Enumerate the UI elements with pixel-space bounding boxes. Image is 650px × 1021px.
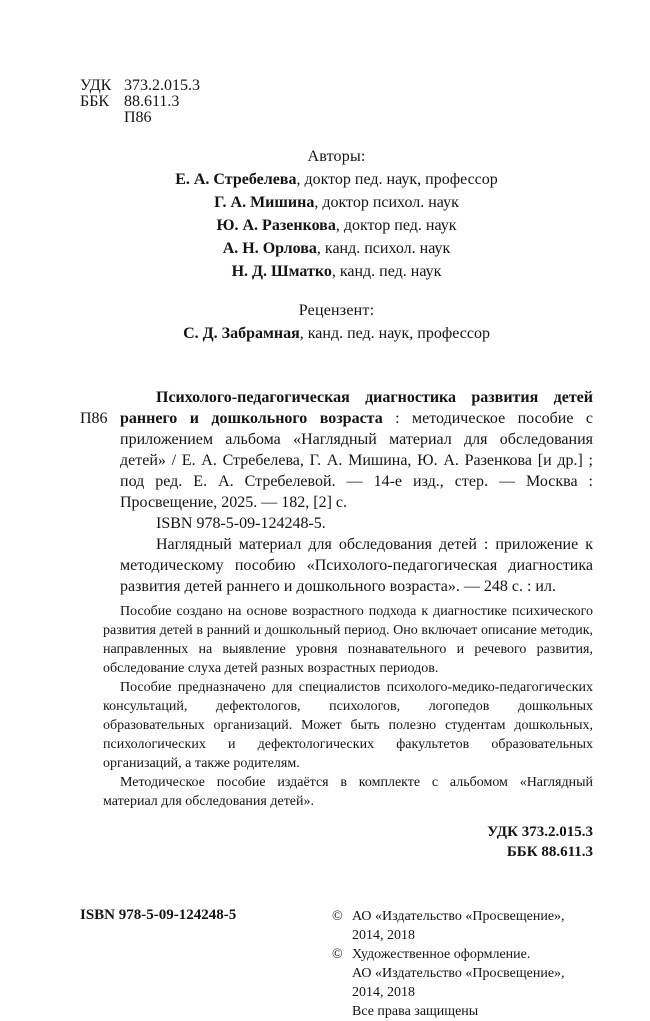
author-desc: , доктор психол. наук <box>314 194 459 211</box>
top-codes-block <box>80 78 593 126</box>
rights-reserved-text: Все права защищены <box>352 1004 479 1019</box>
copyright-text: Художественное оформление. <box>352 947 531 962</box>
copyright-line <box>332 964 565 983</box>
copyright-line <box>332 945 565 964</box>
reviewer-heading: Рецензент: <box>298 302 375 319</box>
annotation-paragraph <box>120 387 593 513</box>
book-code-label <box>80 110 124 126</box>
author-desc: , канд. пед. наук <box>331 263 442 280</box>
author-name: А. Н. Орлова <box>222 240 317 257</box>
copyright-sign <box>332 964 352 983</box>
annotation-block <box>80 387 593 597</box>
author-line <box>80 191 593 214</box>
abstract-block <box>103 602 593 811</box>
footer-block <box>80 907 593 1021</box>
abstract-paragraph-2: Пособие предназначено для специалистов психолого-медико-педагогических консультаций, дефектологов, психологов, логопедов дошкольных образовательных организаций. Может быть полезно студентам дошкольных, психологических и дефектологических факультетов образовательных организаций, а также родителям. <box>103 680 593 771</box>
author-desc: , канд. психол. наук <box>316 240 451 257</box>
codes-right-block <box>80 822 593 862</box>
bbk-value: 88.611.3 <box>124 93 180 110</box>
copyright-line <box>332 983 565 1002</box>
bbk-label: ББК <box>80 93 110 110</box>
udk-top-line <box>80 78 593 94</box>
copyright-text: АО «Издательство «Просвещение», <box>352 909 565 924</box>
copyright-sign <box>332 983 352 1002</box>
udk-label: УДК <box>80 77 112 94</box>
author-name: Н. Д. Шматко <box>231 263 332 280</box>
reviewer-line <box>80 322 593 345</box>
copyright-sign: © <box>332 947 343 962</box>
annotation-margin-code: П86 <box>80 410 108 427</box>
authors-block <box>80 145 593 283</box>
copyright-text: 2014, 2018 <box>352 985 415 1000</box>
abstract-paragraph-1: Пособие создано на основе возрастного подхода к диагностике психического развития детей в ранний и дошкольный период. Оно включает описание методик, направленных на выявление уровня познавательного и речевого развития, обследование слуха детей разных возрастных периодов. <box>103 604 593 676</box>
reviewer-desc: , канд. пед. наук, профессор <box>299 325 490 342</box>
copyright-block <box>332 907 565 1021</box>
footer-isbn: ISBN 978-5-09-124248-5 <box>80 907 237 923</box>
copyright-text: 2014, 2018 <box>352 928 415 943</box>
abstract-paragraph-3: Методическое пособие издаётся в комплекте с альбомом «Наглядный материал для обследования детей». <box>103 775 593 809</box>
authors-heading: Авторы: <box>307 148 366 165</box>
udk-right: УДК 373.2.015.3 <box>487 824 593 840</box>
copyright-line <box>332 926 565 945</box>
author-name: Г. А. Мишина <box>214 194 315 211</box>
bbk-top-line <box>80 94 593 110</box>
author-line <box>80 237 593 260</box>
bbk-right: ББК 88.611.3 <box>506 844 593 860</box>
annotation-description: : методическое пособие с приложением альбома «Наглядный материал для обследования детей» / Е. А. Стребелева, Г. А. Мишина, Ю. А. Разенкова [и др.] ; под ред. Е. А. Стребелевой. — 14-е изд., стер. — Москва : Просвещение, 2025. — 182, [2] с. <box>120 410 593 511</box>
book-code-value: П86 <box>124 109 152 126</box>
author-line <box>80 214 593 237</box>
reviewer-name: С. Д. Забрамная <box>183 325 300 342</box>
copyright-sign <box>332 926 352 945</box>
author-desc: , доктор пед. наук, профессор <box>296 171 498 188</box>
reviewer-block <box>80 299 593 345</box>
annotation-appendix: Наглядный материал для обследования детей : приложение к методическому пособию «Психолого-педагогическая диагностика развития детей раннего и дошкольного возраста». — 248 с. : ил. <box>120 536 593 595</box>
copyright-line <box>332 907 565 926</box>
book-code-line <box>80 110 593 126</box>
copyright-line <box>332 1002 565 1021</box>
author-line <box>80 260 593 283</box>
udk-value: 373.2.015.3 <box>124 77 200 94</box>
author-name: Ю. А. Разенкова <box>216 217 336 234</box>
copyright-sign <box>332 1002 352 1021</box>
author-line <box>80 168 593 191</box>
author-desc: , доктор пед. наук <box>335 217 457 234</box>
copyright-sign: © <box>332 909 343 924</box>
author-name: Е. А. Стребелева <box>175 171 297 188</box>
annotation-title: Психолого-педагогическая диагностика развития детей раннего и дошкольного возраста <box>120 389 593 427</box>
annotation-isbn-line: ISBN 978-5-09-124248-5. <box>156 515 326 532</box>
copyright-text: АО «Издательство «Просвещение», <box>352 966 565 981</box>
